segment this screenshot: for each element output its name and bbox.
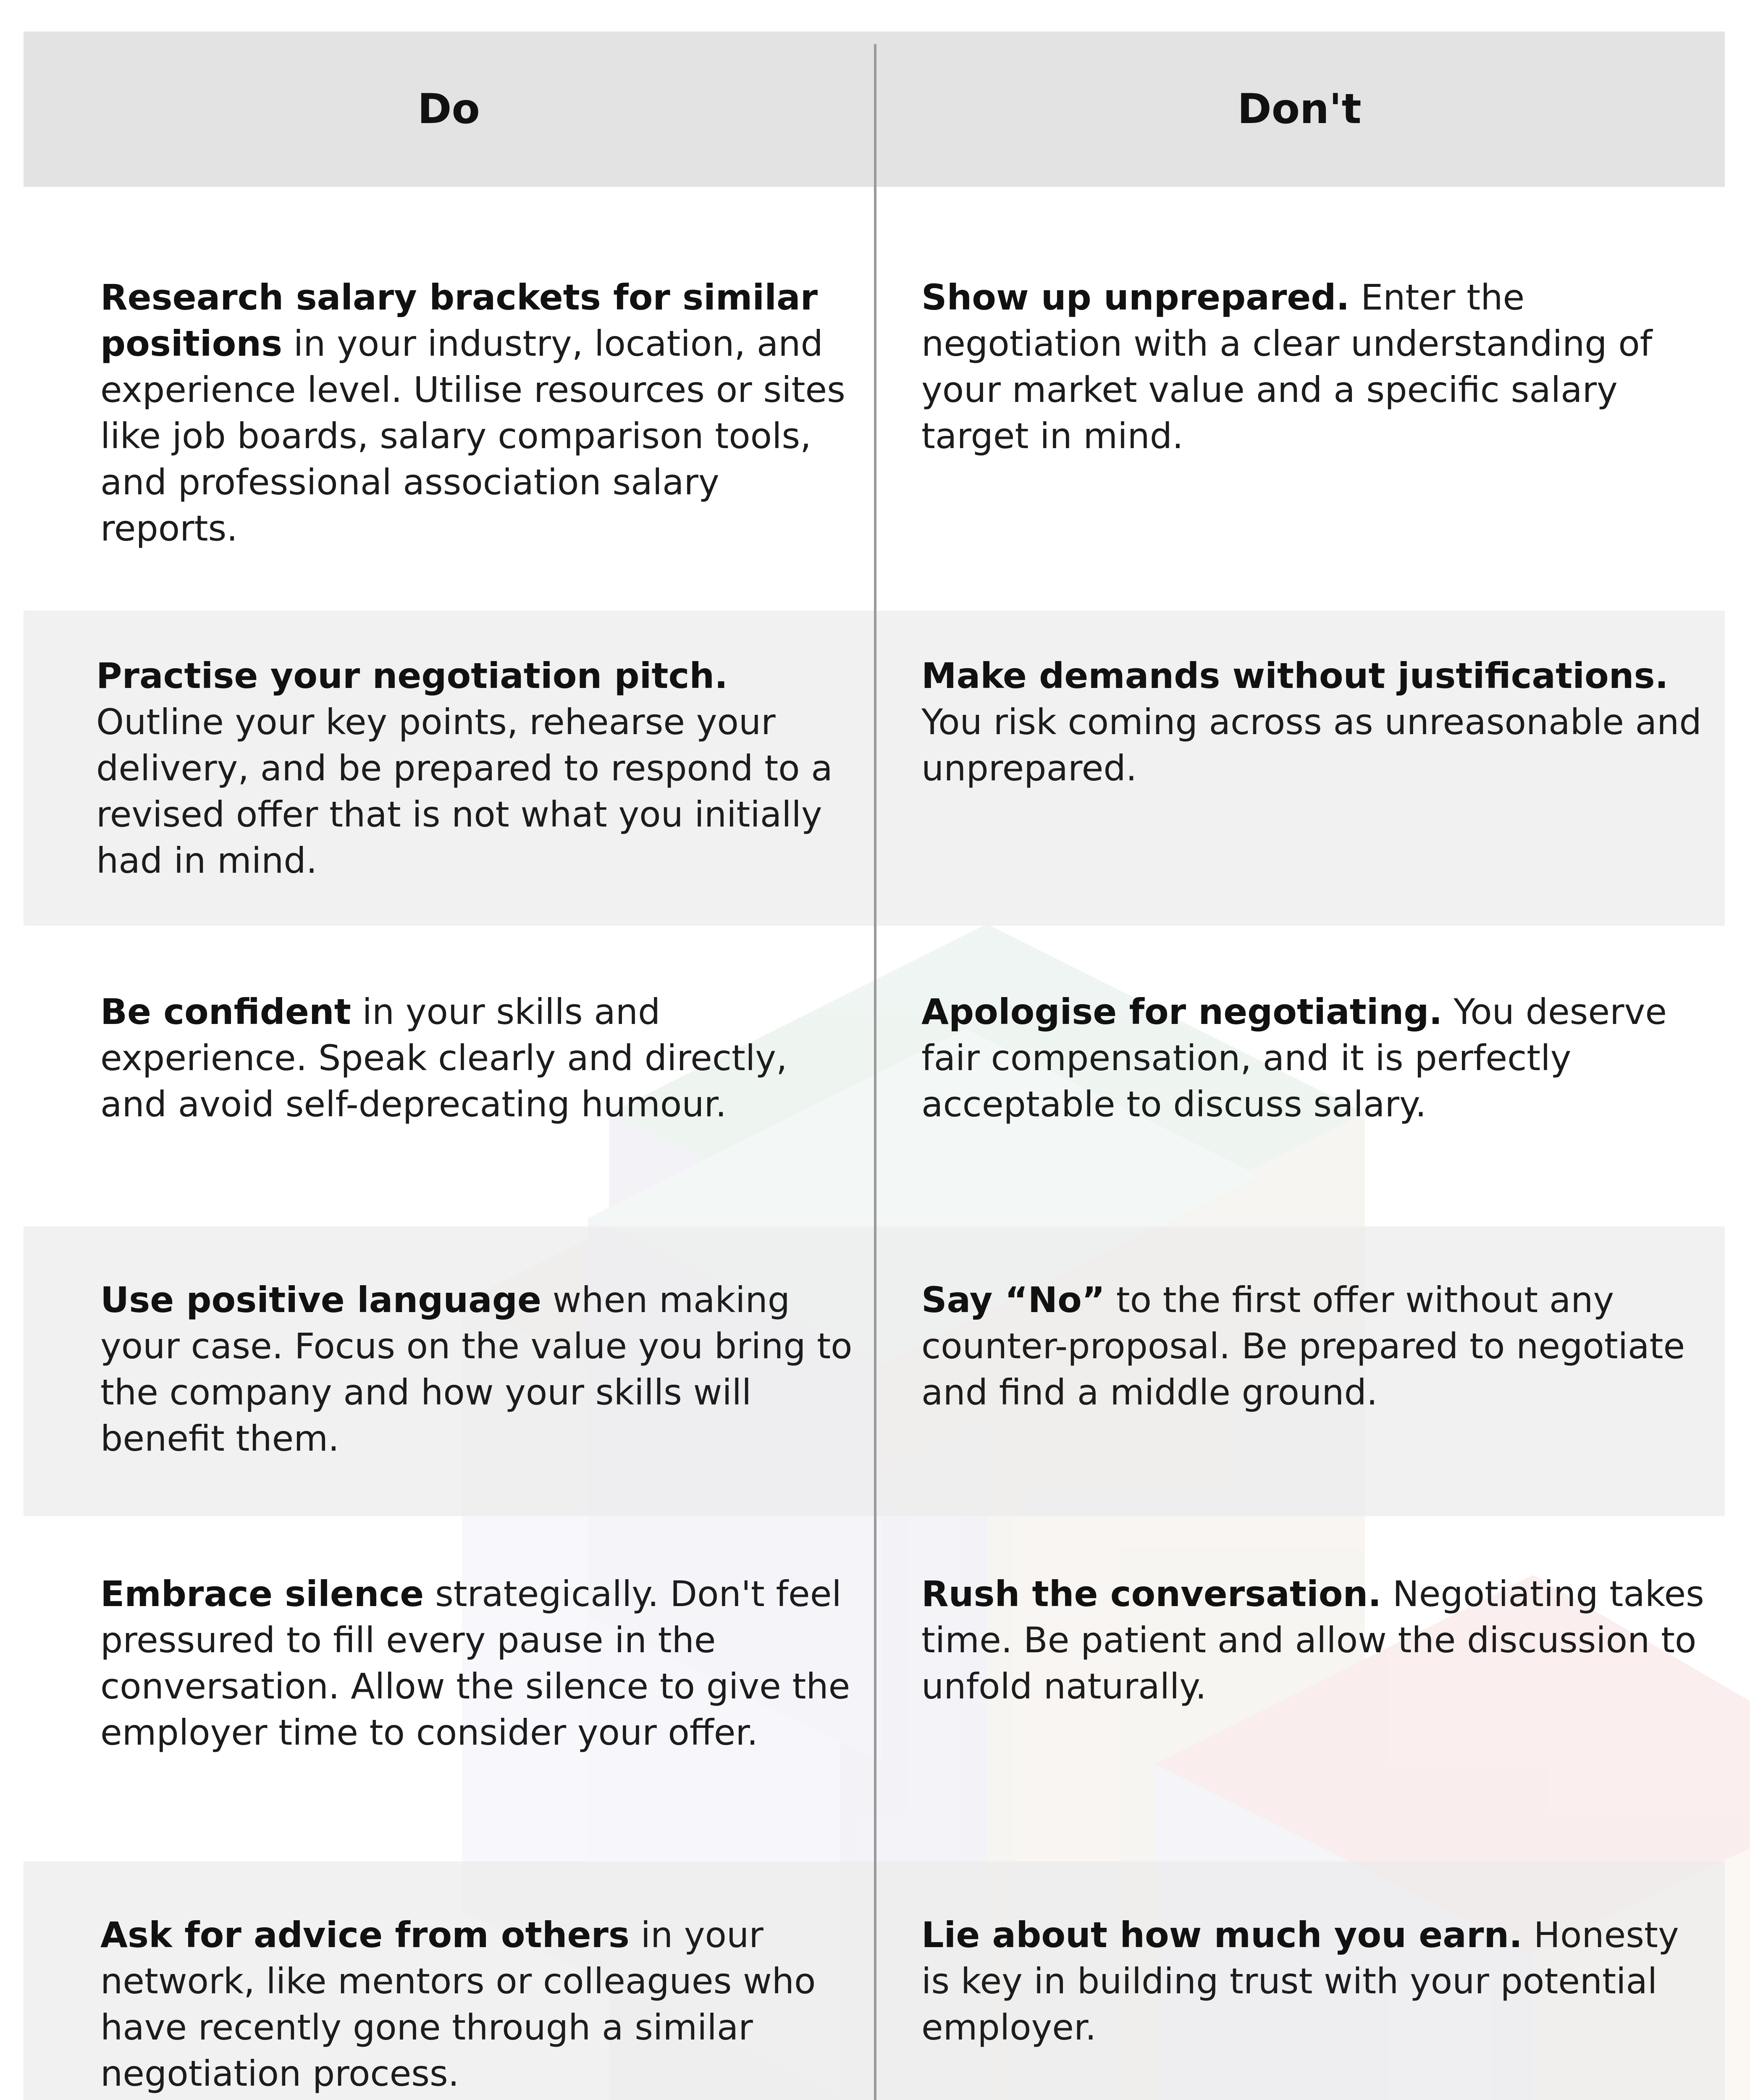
do-cell-bold: Use positive language bbox=[100, 1279, 541, 1320]
do-cell-text: in your skills and experience. Speak clearly and directly, and avoid self-deprecating humour. bbox=[100, 991, 787, 1125]
dont-cell bbox=[921, 274, 1711, 459]
dont-cell-text: You deserve fair compensation, and it is perfectly acceptable to discuss salary. bbox=[921, 991, 1667, 1125]
do-cell bbox=[100, 989, 861, 1127]
dont-cell-bold: Rush the conversation. bbox=[921, 1573, 1382, 1614]
dont-cell-bold: Show up unprepared. bbox=[921, 277, 1350, 318]
column-header-dont: Don't bbox=[1237, 85, 1362, 133]
dont-cell-text: Negotiating takes time. Be patient and allow the discussion to unfold naturally. bbox=[921, 1573, 1704, 1707]
do-cell bbox=[100, 274, 861, 551]
do-cell-text: when making your case. Focus on the value you bring to the company and how your skills will benefit them. bbox=[100, 1279, 853, 1459]
do-cell bbox=[100, 1571, 861, 1756]
do-cell bbox=[100, 1277, 861, 1462]
do-cell bbox=[96, 653, 856, 884]
dont-cell bbox=[921, 1277, 1711, 1415]
dont-cell-bold: Make demands without justifications. bbox=[921, 655, 1669, 696]
do-cell-text: in your network, like mentors or colleagues who have recently gone through a similar negotiation process. bbox=[100, 1914, 816, 2094]
dont-cell bbox=[921, 1912, 1711, 2050]
do-cell-bold: Be confident bbox=[100, 991, 351, 1032]
column-divider bbox=[874, 44, 876, 2100]
dont-cell-bold: Lie about how much you earn. bbox=[921, 1914, 1523, 1956]
dont-cell bbox=[921, 653, 1711, 791]
do-cell bbox=[100, 1912, 861, 2097]
column-header-do: Do bbox=[417, 85, 480, 133]
do-cell-text: Outline your key points, rehearse your delivery, and be prepared to respond to a revised offer that is not what you initially had in mind. bbox=[96, 701, 833, 881]
dos-and-donts-table bbox=[24, 32, 1725, 2100]
do-cell-text: strategically. Don't feel pressured to fill every pause in the conversation. Allow the silence to give the employer time to consider your offer. bbox=[100, 1573, 850, 1753]
do-cell-bold: Practise your negotiation pitch. bbox=[96, 655, 728, 696]
dont-cell-text: Honesty is key in building trust with your potential employer. bbox=[921, 1914, 1679, 2048]
dont-cell-text: You risk coming across as unreasonable and unprepared. bbox=[921, 701, 1702, 789]
dont-cell-bold: Apologise for negotiating. bbox=[921, 991, 1443, 1032]
dont-cell-bold: Say “No” bbox=[921, 1279, 1105, 1320]
do-cell-bold: Embrace silence bbox=[100, 1573, 424, 1614]
do-cell-bold: Research salary brackets for similar positions bbox=[100, 277, 818, 364]
dont-cell bbox=[921, 1571, 1711, 1709]
dont-cell-text: Enter the negotiation with a clear understanding of your market value and a specific salary target in mind. bbox=[921, 277, 1653, 457]
dont-cell-text: to the first offer without any counter-proposal. Be prepared to negotiate and find a middle ground. bbox=[921, 1279, 1685, 1413]
do-cell-text: in your industry, location, and experience level. Utilise resources or sites like job boards, salary comparison tools, and professional association salary reports. bbox=[100, 323, 845, 549]
do-cell-bold: Ask for advice from others bbox=[100, 1914, 630, 1956]
dont-cell bbox=[921, 989, 1711, 1127]
